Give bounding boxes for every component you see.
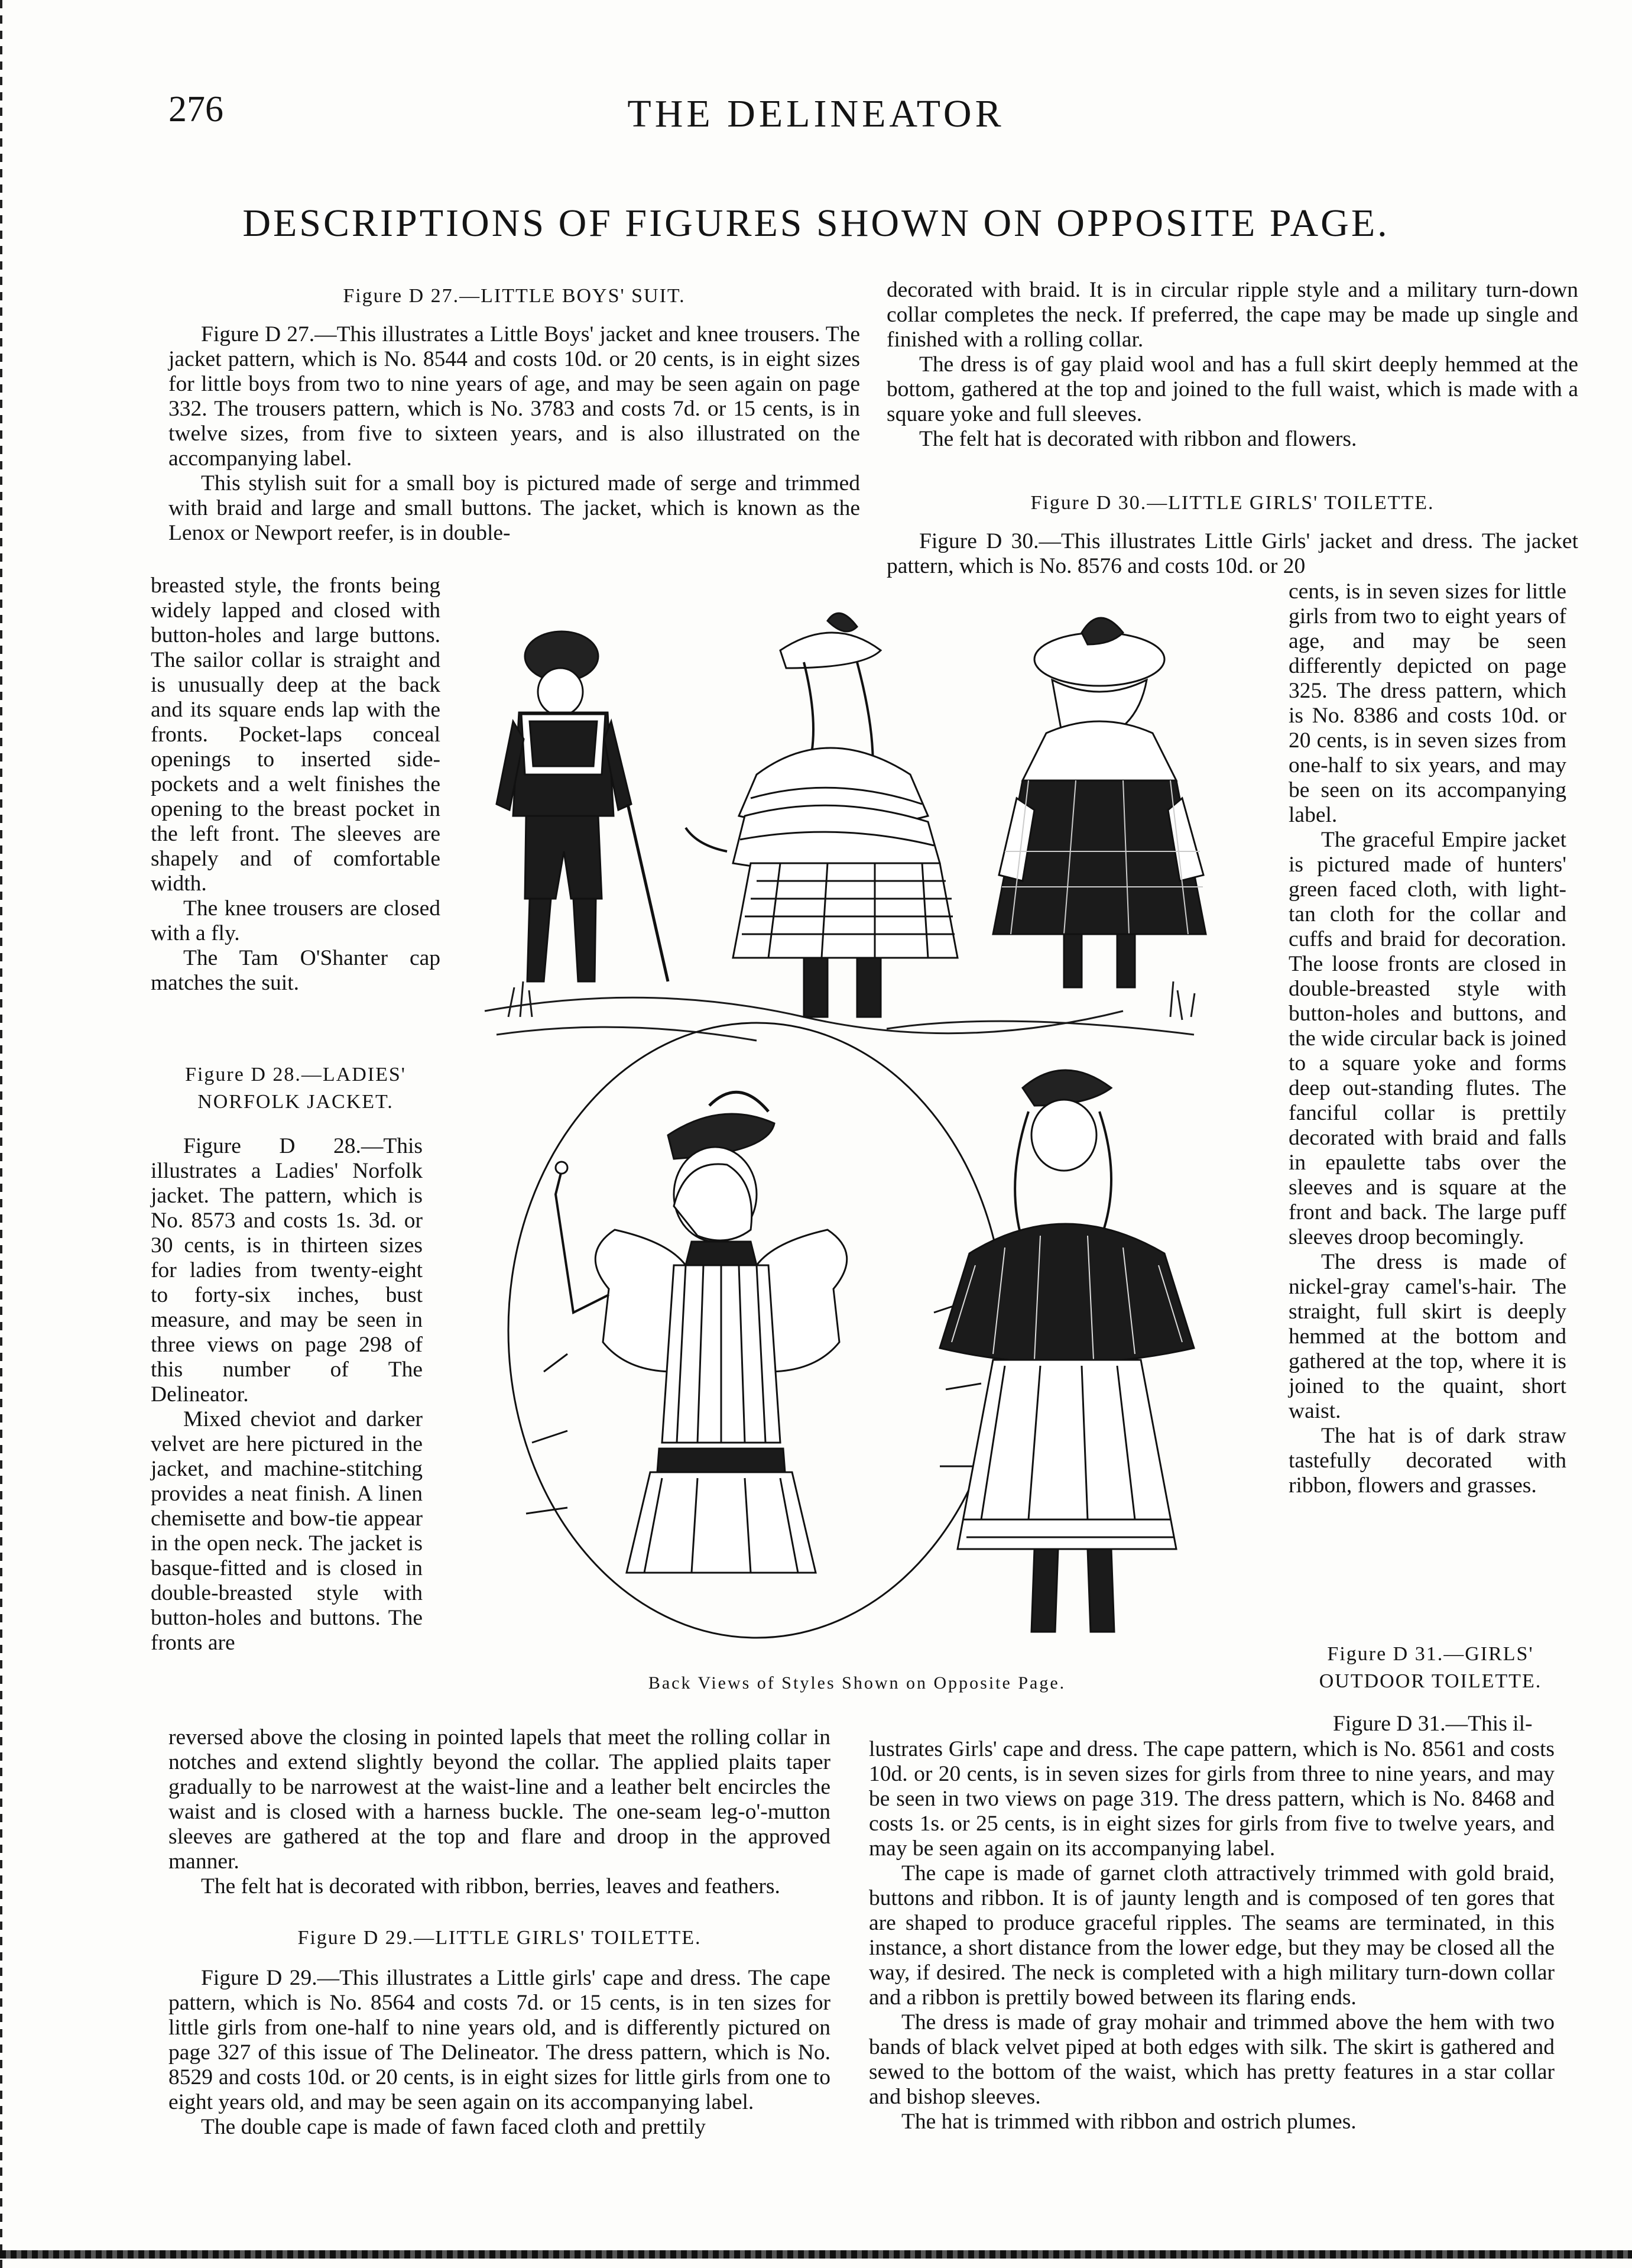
heading-d28: Figure D 28.—LADIES' NORFOLK JACKET.	[185, 1064, 406, 1113]
d30-text-narrow	[1289, 579, 1566, 1498]
figure-girl-cape	[686, 613, 958, 1017]
paragraph: The Tam O'Shanter cap matches the suit.	[151, 946, 440, 995]
d27-text-wide	[168, 322, 860, 546]
paragraph: Figure D 30.—This illustrates Little Girls' jacket and dress. The jacket pattern, which is No. 8576 and costs 10d. or 20	[887, 529, 1578, 578]
paragraph: Figure D 31.—This il-	[1333, 1712, 1533, 1736]
paragraph: cents, is in seven sizes for little girls from two to eight years of age, and may be seen differently depicted on page 325. The dress pattern, which is No. 8386 and costs 10d. or 20 cents, is in seven sizes from one-half to six years, and may be seen on its accompanying label.	[1289, 579, 1566, 827]
paragraph: reversed above the closing in pointed lapels that meet the rolling collar in notches and extend slightly beyond the collar. The applied plaits taper gradually to be narrowest at the waist-line and a leather belt encircles the waist and is closed with a harness buckle. The one-seam leg-o'-mutton sleeves are gathered at the top and flare and droop in the approved manner.	[168, 1725, 830, 1874]
running-title: THE DELINEATOR	[627, 92, 1005, 135]
d27-text-narrow	[151, 574, 440, 996]
paragraph: The knee trousers are closed with a fly.	[151, 896, 440, 945]
paragraph: The dress is of gay plaid wool and has a full skirt deeply hemmed at the bottom, gathered at the top and joined to the full waist, which is made with a square yoke and full sleeves.	[887, 352, 1578, 426]
heading-d31: Figure D 31.—GIRLS' OUTDOOR TOILETTE.	[1319, 1643, 1542, 1692]
page-edge-marks	[0, 0, 2, 2268]
paragraph: decorated with braid. It is in circular ripple style and a military turn-down collar completes the neck. If preferred, the cape may be made up single and finished with a rolling collar.	[887, 278, 1578, 352]
figure-boy-back	[497, 631, 668, 981]
d28-text-wide	[168, 1725, 830, 1899]
paragraph: The dress is made of gray mohair and trimmed above the hem with two bands of black velvet piped at both edges with silk. The skirt is gathered and sewed to the bottom of the waist, which has pretty features in a star collar and bishop sleeves.	[869, 2010, 1555, 2109]
paragraph: lustrates Girls' cape and dress. The cape pattern, which is No. 8561 and costs 10d. or 20 cents, is in seven sizes for girls from three to nine years, and may be seen in two views on page 319. The dress pattern, which is No. 8468 and costs 1s. or 25 cents, is in eight sizes for girls from five to twelve years, and may be seen again on its accompanying label.	[869, 1737, 1555, 1861]
paragraph: The hat is trimmed with ribbon and ostrich plumes.	[901, 2110, 1357, 2134]
paragraph: Figure D 28.—This illustrates a Ladies' Norfolk jacket. The pattern, which is No. 8573 and costs 1s. 3d. or 30 cents, is in thirteen sizes for ladies from twenty-eight to forty-six inches, bust measure, and may be seen in three views on page 298 of this number of The Delineator.	[151, 1134, 423, 1407]
paragraph: breasted style, the fronts being widely lapped and closed with button-holes and large buttons. The sailor collar is straight and is unusually deep at the back and its square ends lap with the fronts. Pocket-laps conceal openings to inserted side-pockets and a welt finishes the opening to the breast pocket in the left front. The sleeves are shapely and of comfortable width.	[151, 574, 440, 896]
paragraph: Figure D 27.—This illustrates a Little Boys' jacket and knee trousers. The jacket pattern, which is No. 8544 and costs 10d. or 20 cents, is in eight sizes for little boys from two to nine years of age, and may be seen again on page 332. The trousers pattern, which is No. 3783 and costs 7d. or 15 cents, is in twelve sizes, from five to sixteen years, and is also illustrated on the accompanying label.	[168, 322, 860, 471]
page-number: 276	[168, 89, 223, 129]
paragraph: Mixed cheviot and darker velvet are here pictured in the jacket, and machine-stitching provides a neat finish. A linen chemisette and bow-tie appear in the open neck. The jacket is basque-fitted and is closed in double-breasted style with button-holes and buttons. The fronts are	[151, 1407, 423, 1655]
d28-text-narrow	[151, 1134, 423, 1655]
bottom-rule	[0, 2250, 1632, 2259]
figure-girl-empire-jacket	[993, 618, 1206, 987]
d31-text-start	[1300, 1712, 1566, 1736]
illustration-caption: Back Views of Styles Shown on Opposite Page.	[648, 1673, 1066, 1693]
paragraph: This stylish suit for a small boy is pictured made of serge and trimmed with braid and large and small buttons. The jacket, which is known as the Lenox or Newport reefer, is in double-	[168, 471, 860, 545]
paragraph: The hat is of dark straw tastefully decorated with ribbon, flowers and grasses.	[1289, 1424, 1566, 1498]
figure-lady-norfolk	[556, 1092, 847, 1573]
d29-text	[168, 1966, 830, 2140]
paragraph: The double cape is made of fawn faced cloth and prettily	[201, 2115, 706, 2139]
d31-text	[869, 1737, 1555, 2134]
paragraph: The felt hat is decorated with ribbon, berries, leaves and feathers.	[201, 1874, 780, 1898]
paragraph: The dress is made of nickel-gray camel's-hair. The straight, full skirt is deeply hemmed at the bottom and gathered at the top, where it is joined to the quaint, short waist.	[1289, 1250, 1566, 1423]
heading-d27: Figure D 27.—LITTLE BOYS' SUIT.	[343, 285, 686, 307]
d30-text-wide	[887, 529, 1578, 579]
paragraph: The cape is made of garnet cloth attractively trimmed with gold braid, buttons and ribbon. It is of jaunty length and is composed of ten gores that are shaped to produce graceful ripples. The seams are terminated, in this instance, a short distance from the lower edge, but they may be closed all the way, if desired. The neck is completed with a high military turn-down collar and a ribbon is prettily bowed between its flaring ends.	[869, 1861, 1555, 2010]
fashion-illustration	[473, 603, 1253, 1661]
paragraph: The graceful Empire jacket is pictured made of hunters' green faced cloth, with light-tan cloth for the collar and cuffs and braid for decoration. The loose fronts are closed in double-breasted style with button-holes and buttons, and the wide circular back is joined to a square yoke and forms deep out-standing flutes. The fanciful collar is prettily decorated with braid and falls in epaulette tabs over the sleeves and is square at the front and back. The large puff sleeves droop becomingly.	[1289, 828, 1566, 1249]
figure-girl-outdoor	[940, 1070, 1194, 1632]
heading-d29: Figure D 29.—LITTLE GIRLS' TOILETTE.	[297, 1927, 702, 1949]
main-title: DESCRIPTIONS OF FIGURES SHOWN ON OPPOSITE PAGE.	[242, 202, 1390, 245]
paragraph: The felt hat is decorated with ribbon and flowers.	[919, 427, 1357, 451]
d29-continued	[887, 278, 1578, 452]
paragraph: Figure D 29.—This illustrates a Little girls' cape and dress. The cape pattern, which is No. 8564 and costs 7d. or 15 cents, is in ten sizes for little girls from one-half to nine years old, and is differently pictured on page 327 of this issue of The Delineator. The dress pattern, which is No. 8529 and costs 10d. or 20 cents, is in eight sizes for little girls from one to eight years old, and may be seen again on its accompanying label.	[168, 1966, 830, 2114]
heading-d30: Figure D 30.—LITTLE GIRLS' TOILETTE.	[1030, 492, 1435, 514]
